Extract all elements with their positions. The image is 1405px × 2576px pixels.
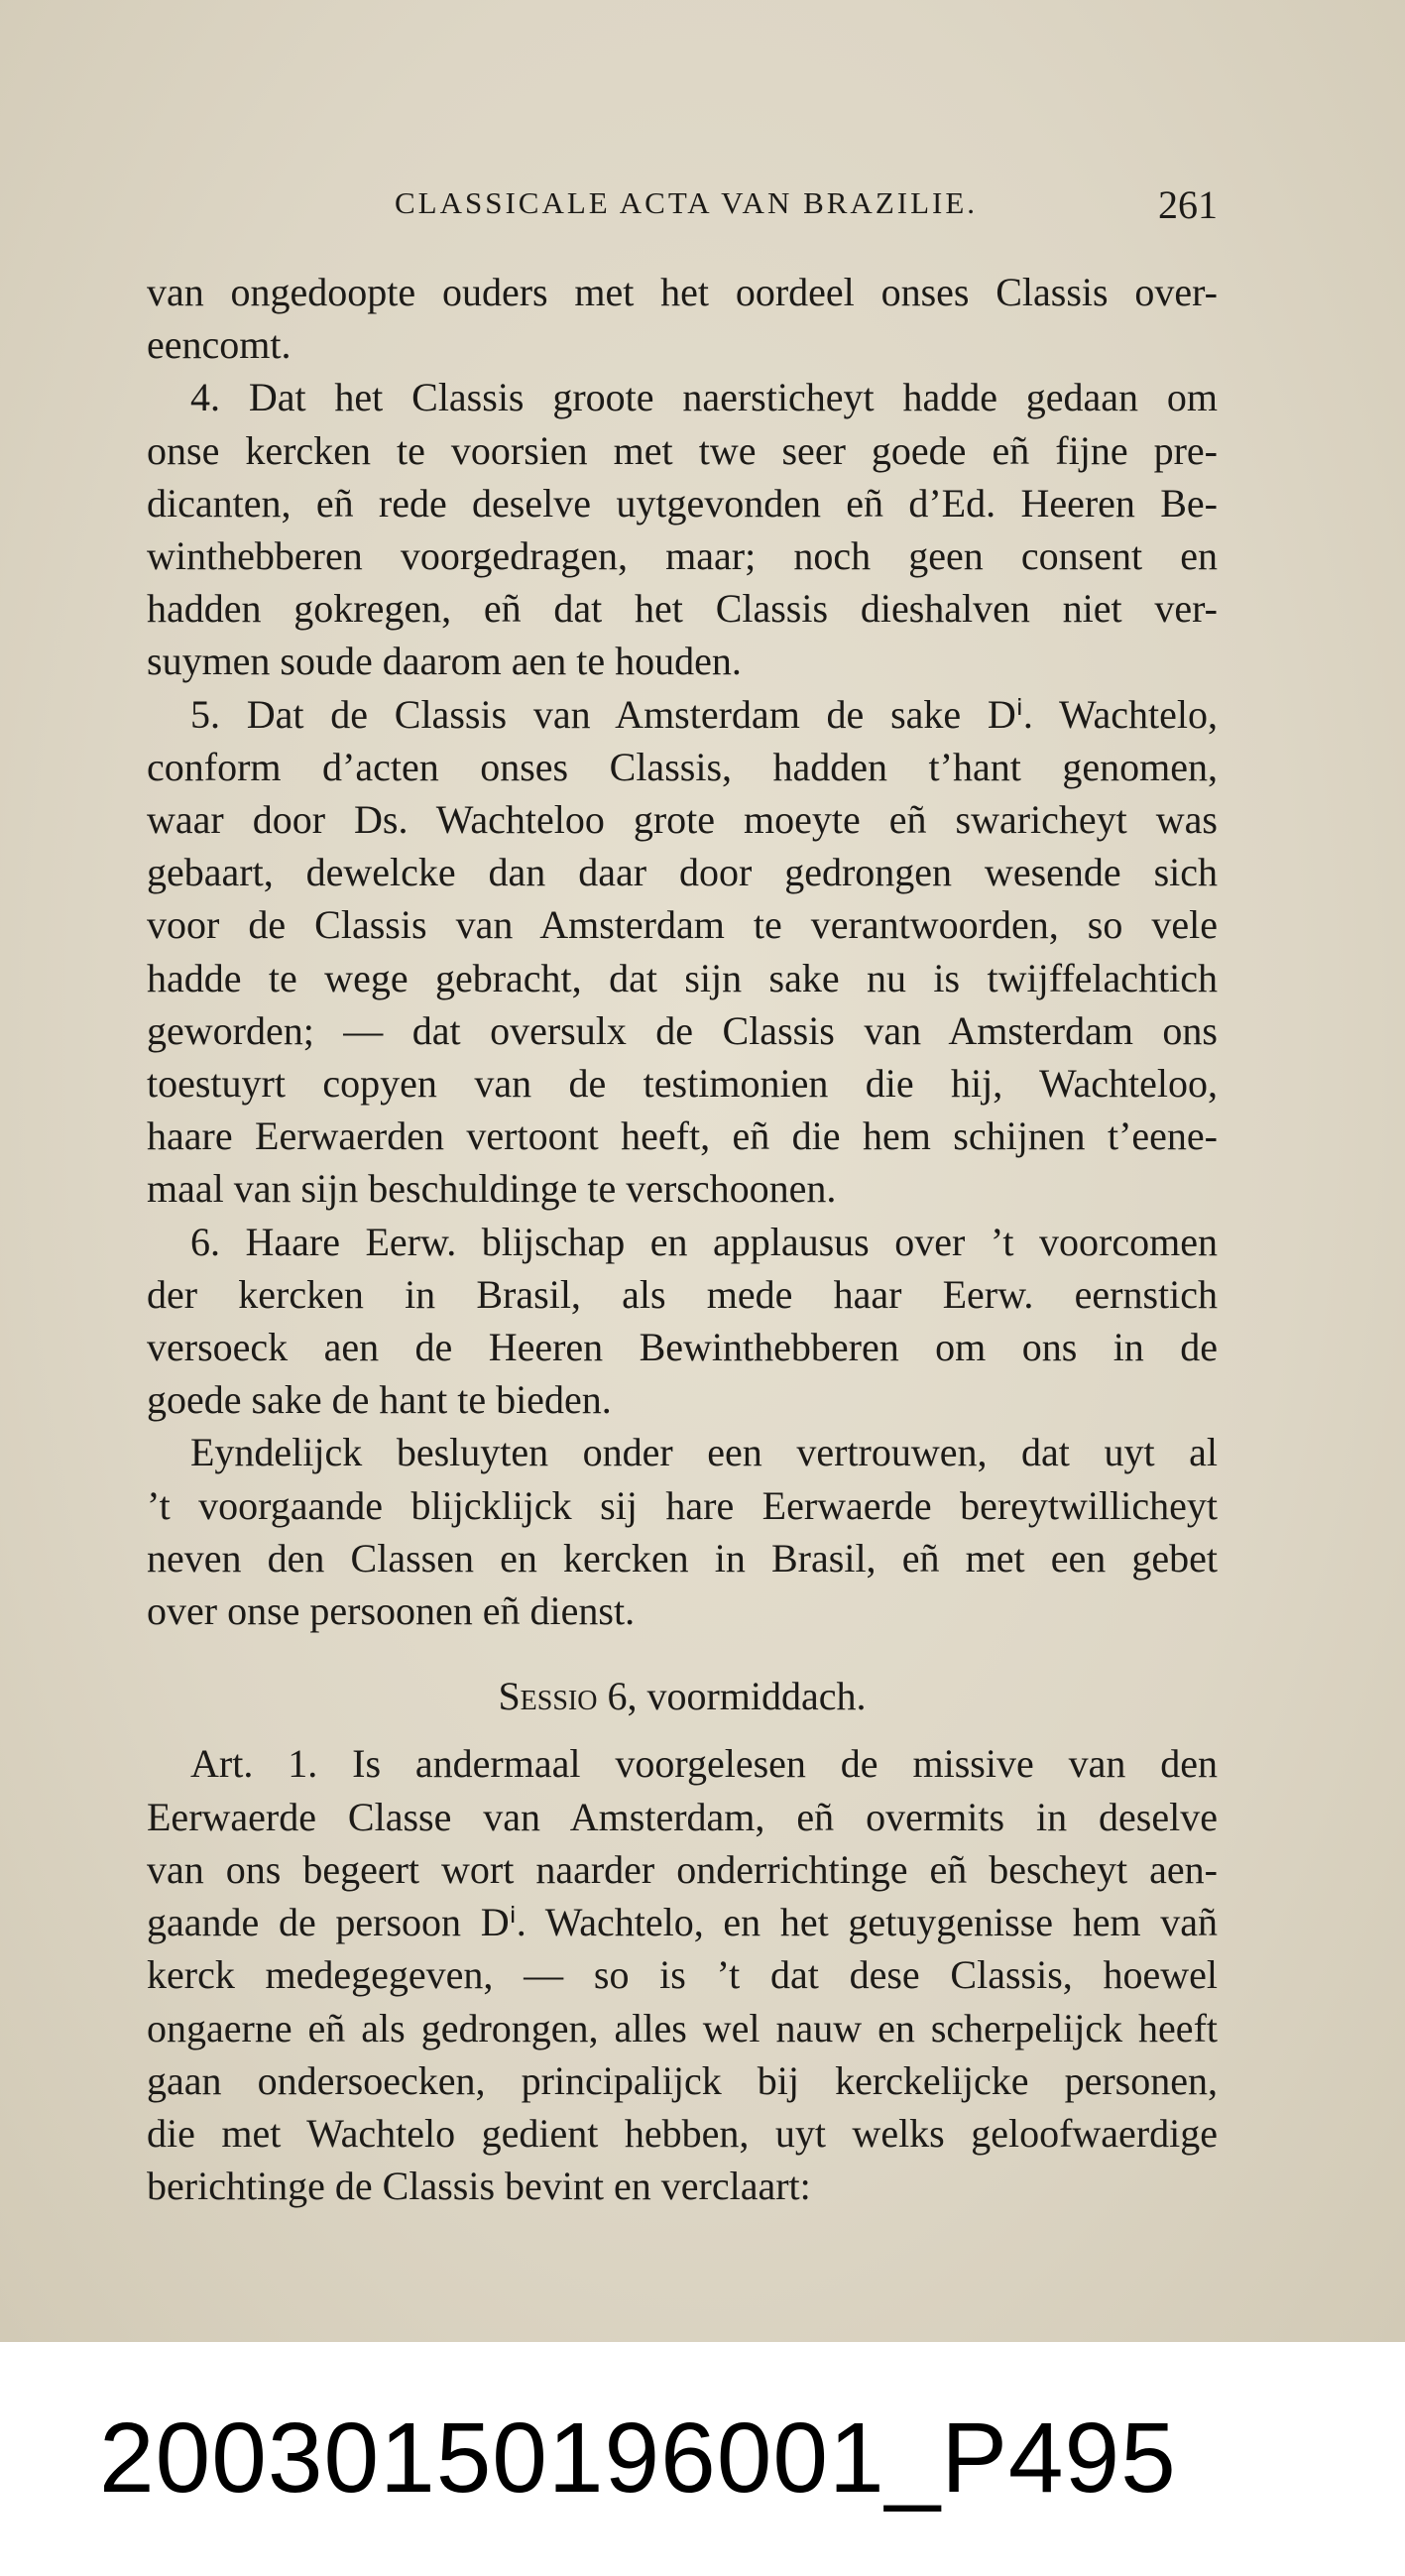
text-line: 6. Haare Eerw. blijschap en applausus over ’t voorcomen bbox=[190, 1219, 1218, 1264]
scan-footer bbox=[0, 2342, 1405, 2576]
text-line: die met Wachtelo gedient hebben, uyt welks geloofwaerdige bbox=[147, 2110, 1218, 2156]
text-line: neven den Classen en kercken in Brasil, eñ met een gebet bbox=[147, 1535, 1218, 1581]
text-line: Eerwaerde Classe van Amsterdam, eñ overmits in deselve bbox=[147, 1794, 1218, 1839]
text-line: gebaart, dewelcke dan daar door gedrongen wesende sich bbox=[147, 850, 1218, 895]
body-text bbox=[147, 266, 1218, 2212]
page-header bbox=[147, 181, 1218, 231]
text-line: versoeck aen de Heeren Bewinthebberen om ons in de bbox=[147, 1325, 1218, 1370]
text-line: suymen soude daarom aen te houden. bbox=[147, 639, 742, 684]
text-line: Art. 1. Is andermaal voorgelesen de missive van den bbox=[190, 1741, 1218, 1787]
text-line: 4. Dat het Classis groote naersticheyt hadde gedaan om bbox=[190, 375, 1218, 420]
text-line: toestuyrt copyen van de testimonien die hij, Wachteloo, bbox=[147, 1061, 1218, 1107]
text-line: winthebberen voorgedragen, maar; noch geen consent en bbox=[147, 533, 1218, 579]
text-line: ’t voorgaande blijcklijck sij hare Eerwaerde bereytwillicheyt bbox=[147, 1482, 1218, 1528]
session-name: Sessio bbox=[498, 1674, 598, 1719]
text-line: 5. Dat de Classis van Amsterdam de sake Dⁱ. Wachtelo, bbox=[190, 691, 1218, 737]
text-line: kerck medegegeven, — so is ’t dat dese Classis, hoewel bbox=[147, 1952, 1218, 1998]
text-line: onse kercken te voorsien met twe seer goede eñ fijne pre- bbox=[147, 427, 1218, 473]
text-line: hadden gokregen, eñ dat het Classis dieshalven niet ver- bbox=[147, 586, 1218, 632]
text-line: voor de Classis van Amsterdam te verantwoorden, so vele bbox=[147, 902, 1218, 948]
text-line: dicanten, eñ rede deselve uytgevonden eñ d’Ed. Heeren Be- bbox=[147, 480, 1218, 526]
text-line: maal van sijn beschuldinge te verschoonen. bbox=[147, 1166, 837, 1212]
text-line: van ongedoopte ouders met het oordeel onses Classis over- bbox=[147, 270, 1218, 314]
text-line: haare Eerwaerden vertoont heeft, eñ die hem schijnen t’eene- bbox=[147, 1113, 1218, 1159]
text-line: der kercken in Brasil, als mede haar Eerw. eernstich bbox=[147, 1271, 1218, 1317]
text-line: van ons begeert wort naarder onderrichtinge eñ bescheyt aen- bbox=[147, 1846, 1218, 1892]
session-detail: 6, voormiddach. bbox=[597, 1674, 867, 1719]
text-line: eencomt. bbox=[147, 322, 292, 368]
text-line: gaande de persoon Dⁱ. Wachtelo, en het getuygenisse hem vañ bbox=[147, 1900, 1218, 1945]
text-line: geworden; — dat oversulx de Classis van Amsterdam ons bbox=[147, 1007, 1218, 1053]
text-line: over onse persoonen eñ dienst. bbox=[147, 1588, 636, 1634]
text-line: gaan ondersoecken, principalijck bij kerckelijcke personen, bbox=[147, 2057, 1218, 2103]
text-line: conform d’acten onses Classis, hadden t’hant genomen, bbox=[147, 744, 1218, 789]
session-heading bbox=[147, 1670, 1218, 1722]
text-line: Eyndelijck besluyten onder een vertrouwen, dat uyt al bbox=[190, 1430, 1218, 1475]
text-line: hadde te wege gebracht, dat sijn sake nu is twijffelachtich bbox=[147, 955, 1218, 1000]
page-number: 261 bbox=[1158, 182, 1218, 227]
text-line: ongaerne eñ als gedrongen, alles wel nauw en scherpelijck heeft bbox=[147, 2005, 1218, 2050]
running-head: CLASSICALE ACTA VAN BRAZILIE. bbox=[395, 185, 979, 220]
barcode-label: 20030150196001_P495 bbox=[99, 2402, 1177, 2514]
text-line: waar door Ds. Wachteloo grote moeyte eñ swaricheyt was bbox=[147, 797, 1218, 843]
text-line: goede sake de hant te bieden. bbox=[147, 1377, 612, 1423]
text-line: berichtinge de Classis bevint en verclaart: bbox=[147, 2164, 811, 2209]
